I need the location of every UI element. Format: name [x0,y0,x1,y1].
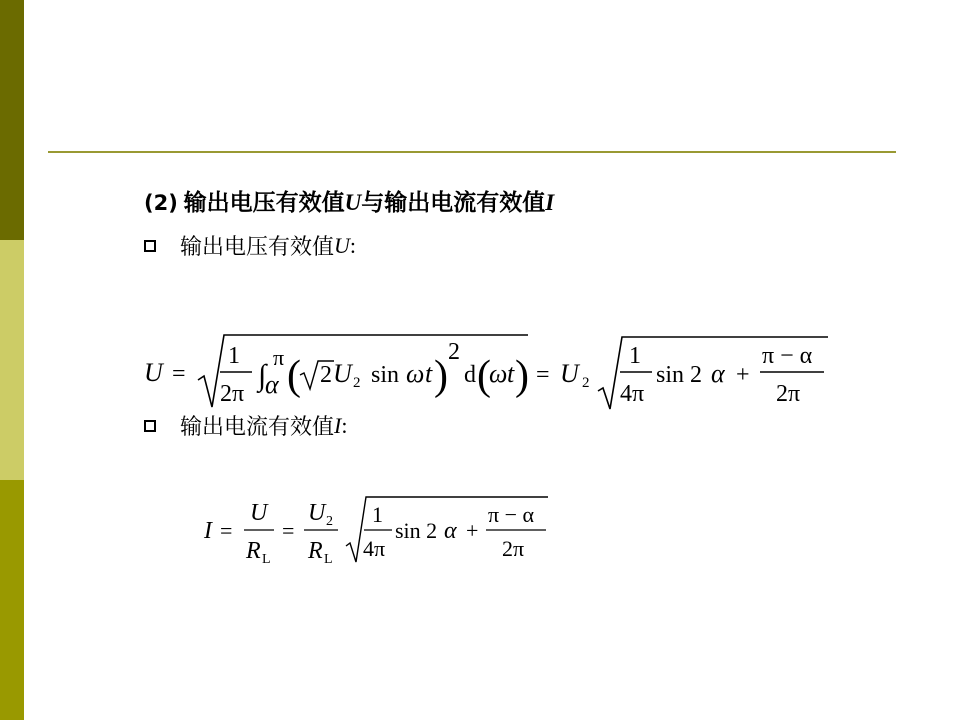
f1-rhs-two-pi: 2π [776,381,801,407]
f1-one: 1 [228,343,240,369]
f1-integral: ∫ [258,359,267,392]
section-heading [144,184,554,217]
heading-text-b: 与输出电流有效值 [361,190,546,215]
f2-R2: R [308,538,323,564]
f2-eq2: = [282,518,295,543]
f2-sub2: 2 [326,514,333,529]
f1-rhs-four-pi: 4π [620,381,645,407]
square-bullet-icon [144,420,156,432]
formula-current [198,492,558,577]
f2-sin2: sin 2 [395,518,438,543]
side-bar-light [0,240,24,480]
f1-rparen2: ) [515,353,529,399]
f1-lparen: ( [287,353,301,399]
f1-t2: t [507,359,515,388]
f2-R: R [246,538,261,564]
bullet-current-text: 输出电流有效值 [180,414,335,439]
heading-var-u: U [344,190,362,215]
f1-eq2: = [536,362,550,388]
f1-omega: ω [406,359,425,388]
f1-sin: sin [371,362,400,388]
f2-subL2: L [324,552,333,567]
f2-alpha: α [444,518,457,544]
f1-rhs-sin2: sin 2 [656,362,703,388]
f2-pi-minus-alpha: π − α [488,502,535,527]
f2-four-pi: 4π [363,536,386,561]
f1-lparen2: ( [477,353,491,399]
f1-d: d [464,362,476,388]
f2-I: I [204,518,212,544]
section-number: (2) [144,191,178,215]
f1-U2-rhs: U [560,359,579,388]
f1-rhs-pi-minus-alpha: π − α [762,343,813,369]
heading-var-i: I [545,190,555,215]
side-bar-mid [0,480,24,720]
f1-omega2: ω [489,359,508,388]
f2-plus: + [466,518,479,543]
title-rule [48,151,896,153]
f1-eq: = [172,361,186,387]
f1-upper-limit: π [273,345,285,370]
bullet-voltage-var: U [334,232,350,258]
f1-sub2: 2 [353,375,361,391]
f1-sub2-rhs: 2 [582,375,590,391]
f1-U2: U [333,359,352,388]
f1-two: 2 [320,362,332,388]
f2-U: U [250,500,268,526]
f2-U2: U [308,500,326,526]
f1-rhs-one: 1 [629,343,641,369]
bullet-current-colon: : [341,412,348,438]
bullet-voltage-colon: : [349,232,357,258]
f1-t: t [425,359,433,388]
f2-subL: L [262,552,271,567]
f1-rhs-plus: + [736,362,750,388]
heading-text-a: 输出电压有效值 [177,190,345,215]
f1-two-pi: 2π [220,381,245,407]
square-bullet-icon [144,240,156,252]
side-bar-dark [0,0,24,240]
bullet-voltage-text: 输出电压有效值 [180,234,335,259]
f2-one: 1 [372,502,383,527]
f1-rhs-alpha: α [711,359,725,388]
bullet-current [144,410,347,441]
f1-U: U [144,358,163,387]
f1-exp2: 2 [448,339,460,365]
bullet-voltage [144,230,356,261]
f1-rparen: ) [434,353,448,399]
formula-voltage [140,325,840,420]
f2-eq: = [220,518,233,543]
bullet-current-var: I [334,412,342,438]
f1-lower-limit: α [265,370,279,399]
f2-two-pi: 2π [502,536,525,561]
